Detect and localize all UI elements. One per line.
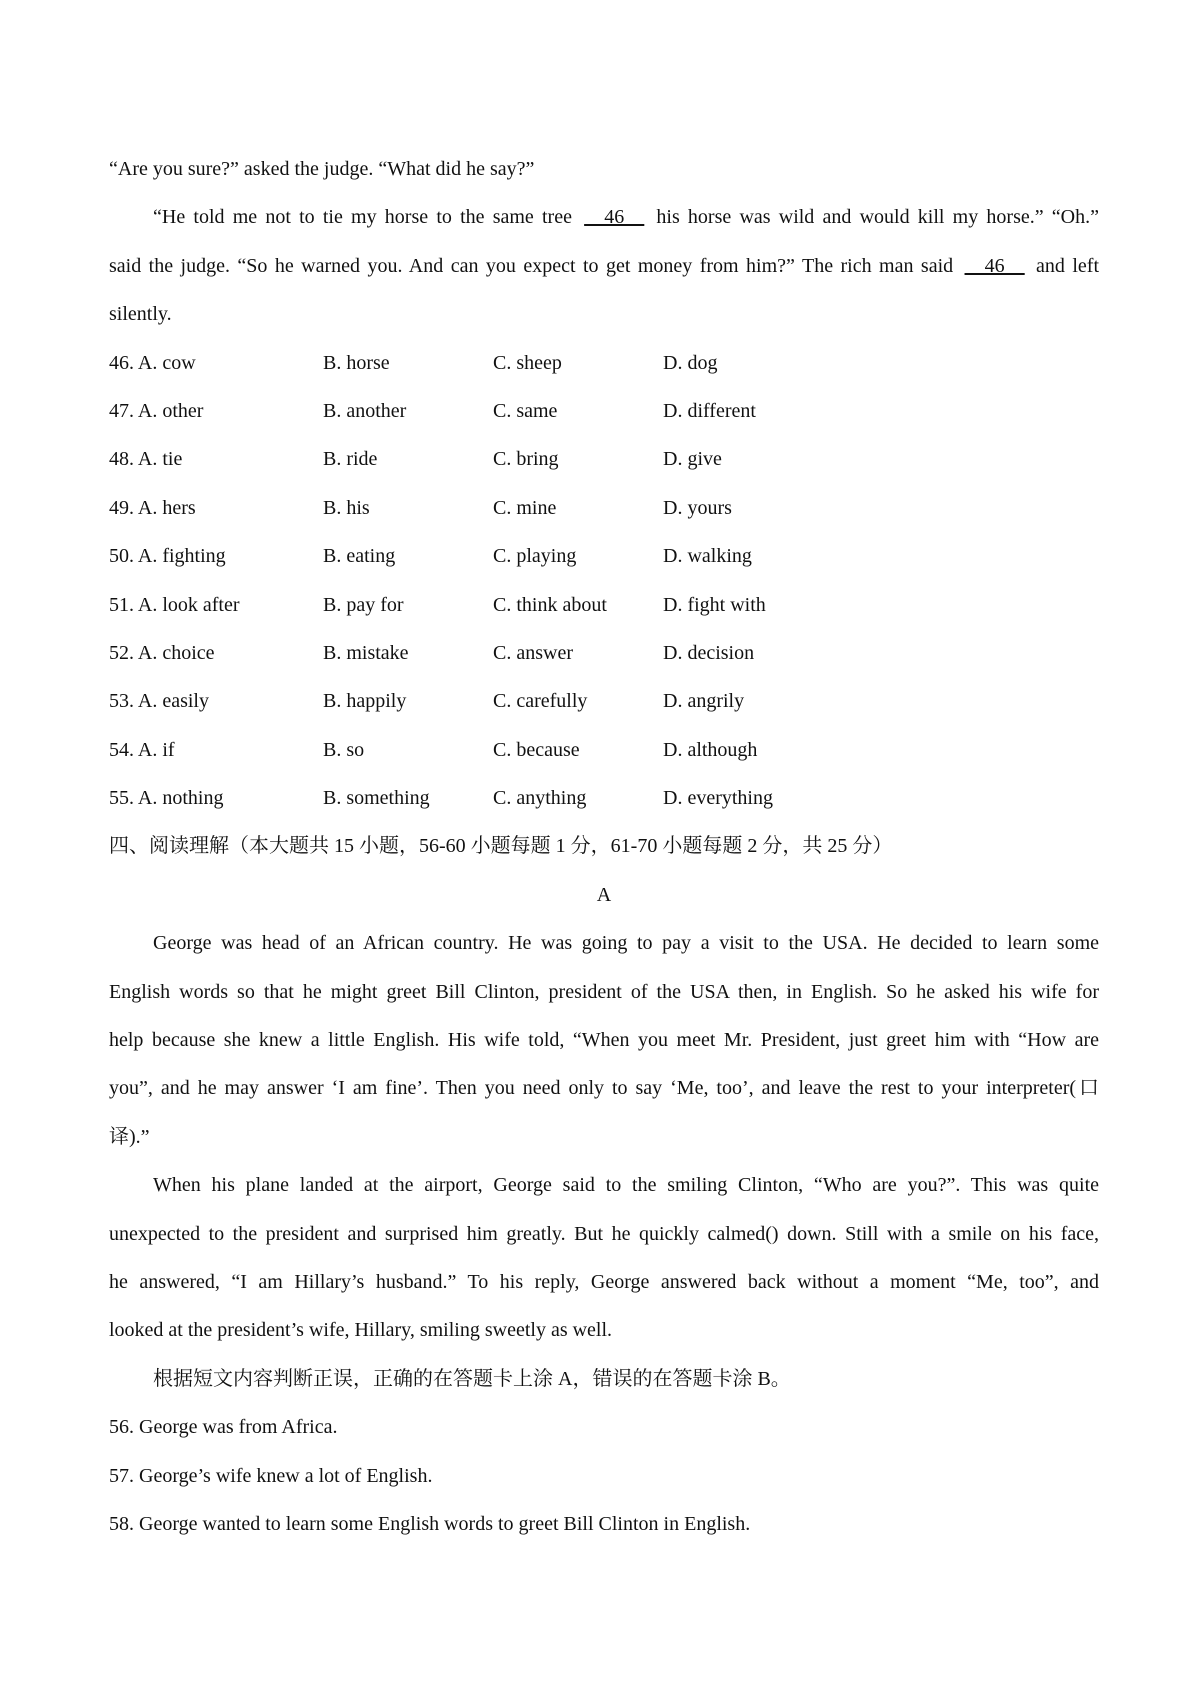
- option-a: 51. A. look after: [109, 593, 240, 616]
- text-line: George was head of an African country. He was going to pay a visit to the USA. He decided to learn some: [153, 932, 1099, 955]
- option-c: C. bring: [493, 448, 559, 471]
- text-line: [109, 193, 1099, 241]
- question-list: [109, 339, 1099, 823]
- option-a: 48. A. tie: [109, 448, 183, 471]
- option-d: D. fight with: [663, 593, 766, 616]
- text: said the judge. “So he warned you. And can you expect to get money from him?” The rich man said: [109, 254, 954, 277]
- option-d: D. decision: [663, 641, 755, 664]
- instruction: 根据短文内容判断正误，正确的在答题卡上涂 A，错误的在答题卡涂 B。: [153, 1367, 791, 1390]
- text-line: When his plane landed at the airport, George said to the smiling Clinton, “Who are you?”. This was quite: [153, 1174, 1099, 1197]
- text: and left: [1036, 254, 1099, 277]
- option-a: 54. A. if: [109, 738, 175, 761]
- option-a: 47. A. other: [109, 399, 204, 422]
- text: “He told me not to tie my horse to the same tree: [153, 206, 572, 229]
- question-row: [109, 435, 1099, 483]
- text-line: 译).”: [109, 1125, 150, 1148]
- blank: __46__: [964, 254, 1025, 277]
- question-row: [109, 726, 1099, 774]
- option-c: C. because: [493, 738, 580, 761]
- text-line: unexpected to the president and surprised him greatly. But he quickly calmed() down. Still with a smile on his face,: [109, 1222, 1099, 1245]
- option-a: 52. A. choice: [109, 641, 215, 664]
- text-line: “Are you sure?” asked the judge. “What did he say?”: [109, 158, 535, 180]
- text-line: English words so that he might greet Bill Clinton, president of the USA then, in English. So he asked his wife for: [109, 980, 1099, 1003]
- option-b: B. another: [323, 399, 407, 422]
- option-a: 50. A. fighting: [109, 545, 226, 568]
- option-b: B. eating: [323, 545, 396, 568]
- text-line: he answered, “I am Hillary’s husband.” To his reply, George answered back without a moment “Me, too”, and: [109, 1270, 1099, 1293]
- text: his horse was wild and would kill my horse.” “Oh.”: [656, 206, 1099, 229]
- question-row: [109, 629, 1099, 677]
- option-d: D. yours: [663, 496, 732, 519]
- question-row: [109, 339, 1099, 387]
- option-d: D. walking: [663, 545, 752, 568]
- question-row: [109, 387, 1099, 435]
- question-row: [109, 581, 1099, 629]
- option-c: C. same: [493, 399, 558, 422]
- text-line: you”, and he may answer ‘I am fine’. Then you need only to say ‘Me, too’, and leave the rest to your interpreter(口: [109, 1077, 1099, 1100]
- text-line: looked at the president’s wife, Hillary, smiling sweetly as well.: [109, 1319, 613, 1342]
- question-row: [109, 484, 1099, 532]
- option-c: C. sheep: [493, 351, 562, 374]
- option-b: B. pay for: [323, 593, 404, 616]
- option-b: B. so: [323, 738, 365, 761]
- option-a: 49. A. hers: [109, 496, 196, 519]
- section-heading: 四、阅读理解（本大题共 15 小题，56-60 小题每题 1 分，61-70 小题每题 2 分，共 25 分）: [109, 835, 893, 858]
- option-c: C. think about: [493, 593, 607, 616]
- option-d: D. everything: [663, 787, 773, 810]
- option-d: D. different: [663, 399, 756, 422]
- option-b: B. mistake: [323, 641, 409, 664]
- option-d: D. dog: [663, 351, 718, 374]
- statement: 56. George was from Africa.: [109, 1416, 338, 1439]
- option-a: 53. A. easily: [109, 690, 209, 713]
- passage-label: A: [596, 883, 612, 906]
- blank: __46__: [584, 206, 645, 229]
- option-b: B. his: [323, 496, 370, 519]
- statement: 58. George wanted to learn some English words to greet Bill Clinton in English.: [109, 1512, 751, 1535]
- option-b: B. ride: [323, 448, 378, 471]
- option-b: B. horse: [323, 351, 390, 374]
- option-b: B. something: [323, 787, 430, 810]
- text-line: [109, 242, 1099, 290]
- option-d: D. angrily: [663, 690, 745, 713]
- option-c: C. playing: [493, 545, 577, 568]
- option-c: C. carefully: [493, 690, 588, 713]
- text-line: silently.: [109, 303, 172, 326]
- question-row: [109, 774, 1099, 822]
- option-d: D. although: [663, 738, 758, 761]
- question-row: [109, 532, 1099, 580]
- question-row: [109, 677, 1099, 725]
- statement: 57. George’s wife knew a lot of English.: [109, 1464, 433, 1487]
- option-d: D. give: [663, 448, 722, 471]
- option-a: 55. A. nothing: [109, 787, 224, 810]
- option-b: B. happily: [323, 690, 407, 713]
- option-c: C. answer: [493, 641, 573, 664]
- document-page: [109, 145, 1099, 1548]
- text-line: help because she knew a little English. His wife told, “When you meet Mr. President, just greet him with “How are: [109, 1029, 1099, 1052]
- option-c: C. anything: [493, 787, 587, 810]
- option-c: C. mine: [493, 496, 557, 519]
- option-a: 46. A. cow: [109, 351, 196, 374]
